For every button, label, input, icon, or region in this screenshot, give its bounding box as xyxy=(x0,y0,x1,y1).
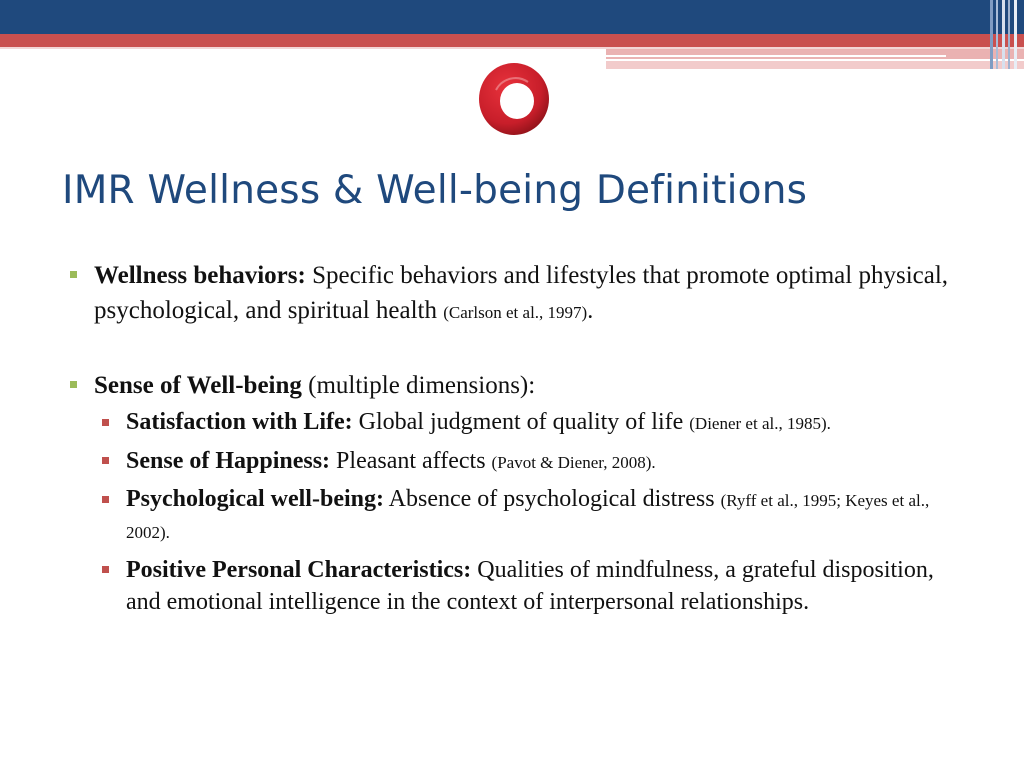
sub-bullet-text: Pleasant affects xyxy=(336,448,486,474)
square-bullet-icon xyxy=(102,566,109,573)
header-stripe xyxy=(1002,0,1005,69)
square-bullet-icon xyxy=(70,381,77,388)
sub-bullet-text: Qualities of mindfulness, a grateful disposition, and emotional intelligence in the context of interpersonal relationships. xyxy=(126,557,934,615)
bullet-period: . xyxy=(587,298,594,324)
sub-bullet-text: Absence of psychological distress xyxy=(388,486,715,512)
header-pink-divider xyxy=(606,55,946,57)
sub-bullet-term: Psychological well-being: xyxy=(126,486,384,512)
bullet-text: Specific behaviors and lifestyles that promote optimal physical, psychological, and spiritual health xyxy=(94,262,949,324)
spacer xyxy=(62,330,952,368)
red-ring-logo-icon xyxy=(476,60,552,138)
bullet-text: (multiple dimensions): xyxy=(308,372,536,399)
citation: (Carlson et al., 1997) xyxy=(443,303,588,322)
header-blue-bar xyxy=(0,0,1024,34)
sub-bullet-item xyxy=(62,484,952,548)
header-stripe xyxy=(996,0,998,69)
bullet-term: Sense of Well-being xyxy=(94,372,302,399)
square-bullet-icon xyxy=(70,271,77,278)
header-pink-bar-lower xyxy=(606,61,1024,69)
sub-bullet-term: Sense of Happiness: xyxy=(126,448,331,474)
citation: (Pavot & Diener, 2008). xyxy=(491,453,656,472)
bullet-list xyxy=(62,258,952,618)
square-bullet-icon xyxy=(102,419,109,426)
citation: (Diener et al., 1985). xyxy=(689,414,831,433)
bullet-term: Wellness behaviors: xyxy=(94,262,306,289)
square-bullet-icon xyxy=(102,457,109,464)
square-bullet-icon xyxy=(102,496,109,503)
sub-bullet-term: Satisfaction with Life: xyxy=(126,409,353,435)
header-stripe xyxy=(990,0,993,69)
header-stripe xyxy=(1014,0,1017,69)
sub-bullet-item xyxy=(62,445,952,479)
header-pink-bar-upper xyxy=(606,49,1024,59)
bullet-item xyxy=(62,368,952,403)
header-stripe xyxy=(1008,0,1010,69)
header-red-bar xyxy=(0,34,1024,48)
sub-bullet-text: Global judgment of quality of life xyxy=(358,409,684,435)
sub-bullet-item xyxy=(62,407,952,439)
slide-title: IMR Wellness & Well-being Definitions xyxy=(62,168,808,213)
bullet-item xyxy=(62,258,952,330)
sub-bullet-item xyxy=(62,554,952,618)
citation: (Ryff et al., 1995; Keyes et al., 2002). xyxy=(126,491,930,542)
sub-bullet-term: Positive Personal Characteristics: xyxy=(126,557,472,583)
